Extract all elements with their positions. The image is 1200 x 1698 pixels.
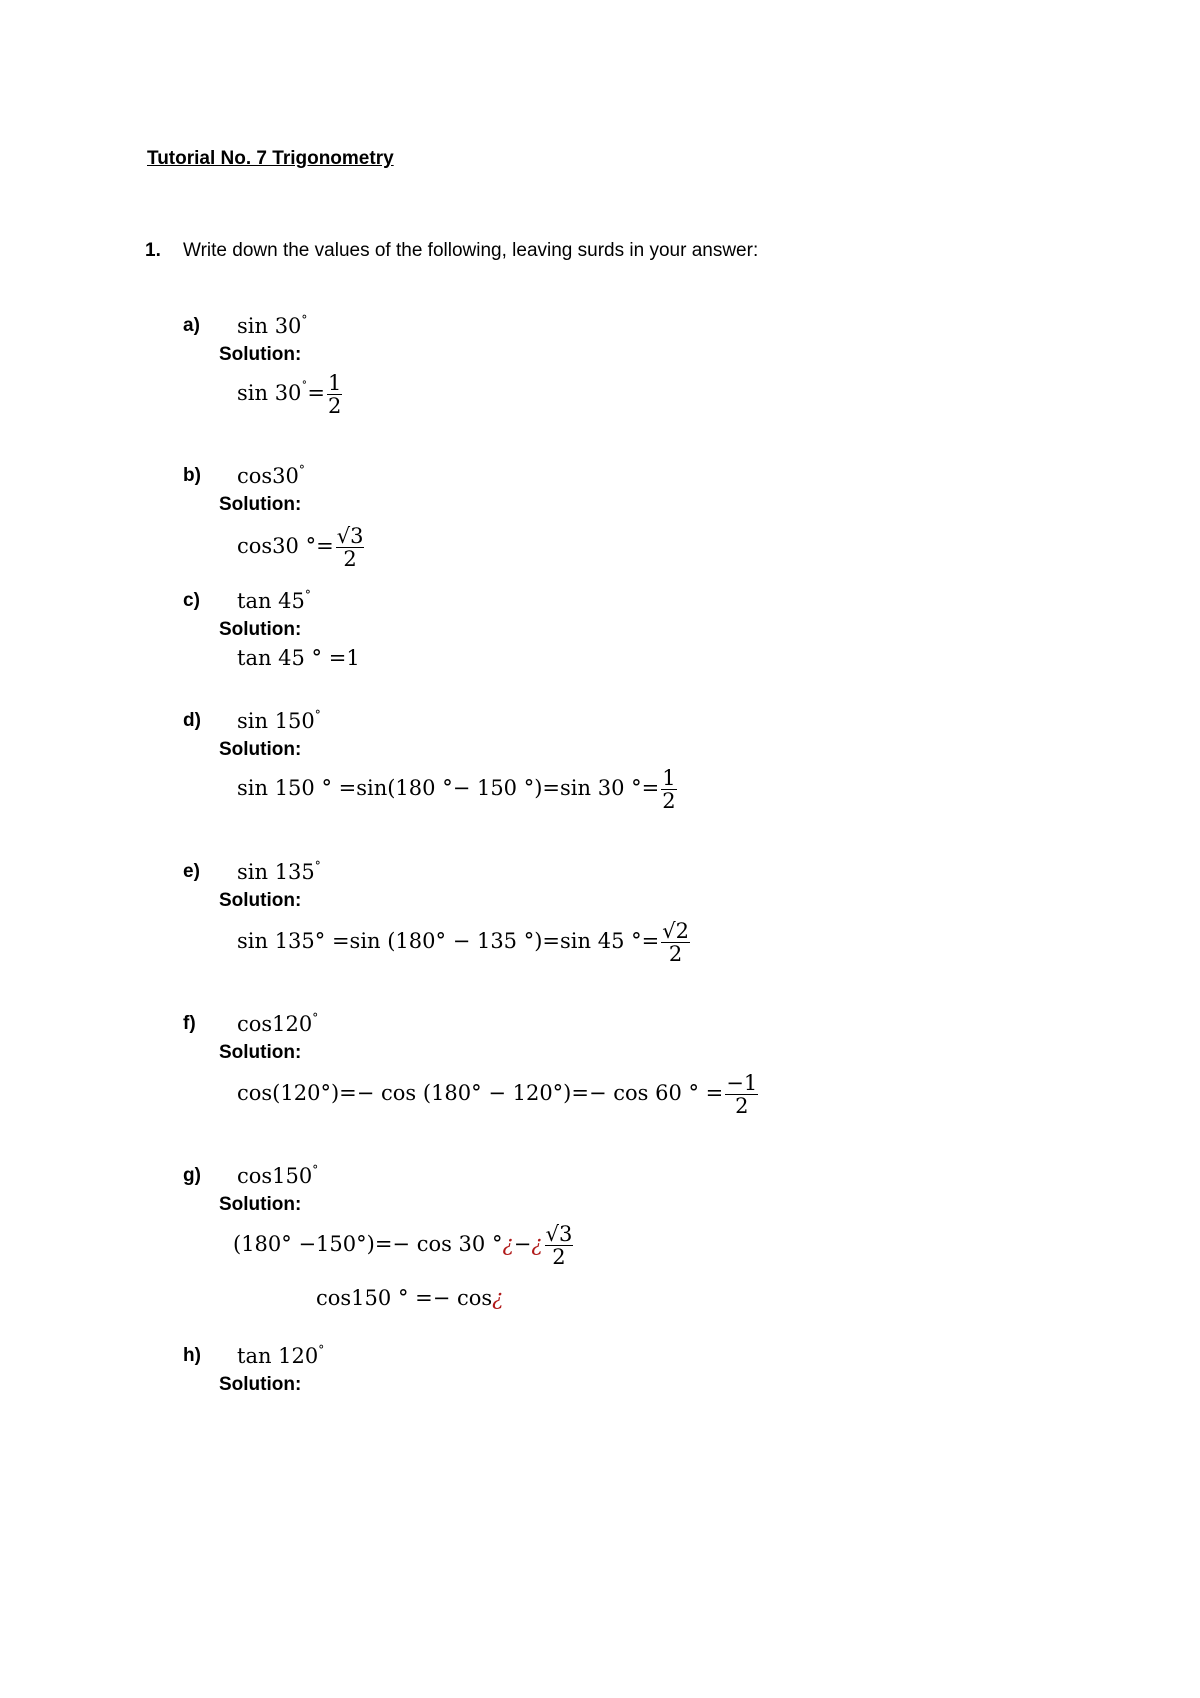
unresolved-symbol: ¿: [492, 1286, 504, 1310]
part-d-expression: sin 150°: [237, 708, 321, 733]
question-text: Write down the values of the following, leaving surds in your answer:: [183, 240, 759, 261]
part-g-answer-line-1: (180° −150°)=− cos 30 °¿−¿ $\frac{√3}{2}$: [233, 1222, 573, 1269]
part-g-expression: cos150°: [237, 1163, 319, 1188]
part-h-expression: tan 120°: [237, 1343, 325, 1368]
fraction: $\frac{1}{2}$: [662, 766, 676, 813]
part-c-solution-label: Solution:: [219, 619, 302, 640]
part-c-answer: tan 45 ° =1: [237, 646, 360, 670]
part-b-answer: cos30 °= $\frac{√3}{2}$: [237, 524, 364, 571]
unresolved-symbol: ¿: [531, 1232, 543, 1256]
fraction: $\frac{√3}{2}$: [545, 1222, 573, 1269]
document-title: Tutorial No. 7 Trigonometry: [147, 148, 394, 169]
part-d-label: d): [183, 710, 201, 731]
part-e-answer: sin 135° =sin (180° − 135 °)=sin 45 °= $\frac{√2}{2}$: [237, 919, 689, 966]
part-d-solution-label: Solution:: [219, 739, 302, 760]
part-a-expression: sin 30°: [237, 313, 308, 338]
part-a-label: a): [183, 315, 200, 336]
fraction: $\frac{√2}{2}$: [662, 919, 689, 966]
part-h-label: h): [183, 1345, 201, 1366]
part-f-label: f): [183, 1013, 196, 1034]
part-d-answer: sin 150 ° =sin(180 °− 150 °)=sin 30 °= $\frac{1}{2}$: [237, 766, 676, 813]
unresolved-symbol: ¿: [502, 1232, 514, 1256]
part-a-solution-label: Solution:: [219, 344, 302, 365]
part-g-answer-line-2: cos150 ° =− cos¿: [316, 1286, 504, 1310]
part-g-solution-label: Solution:: [219, 1194, 302, 1215]
part-c-label: c): [183, 590, 200, 611]
part-c-expression: tan 45°: [237, 588, 311, 613]
part-h-solution-label: Solution:: [219, 1374, 302, 1395]
part-b-label: b): [183, 465, 201, 486]
fraction: $\frac{√3}{2}$: [336, 524, 364, 571]
question-number: 1.: [145, 240, 161, 261]
fraction: $\frac{-1}{2}$: [726, 1071, 758, 1118]
part-b-expression: cos30°: [237, 463, 305, 488]
part-f-solution-label: Solution:: [219, 1042, 302, 1063]
part-e-expression: sin 135°: [237, 859, 321, 884]
part-f-answer: cos(120°)=− cos (180° − 120°)=− cos 60 ° = $\frac{-1}{2}$: [237, 1071, 758, 1118]
fraction: $\frac{1}{2}$: [328, 371, 342, 418]
part-e-label: e): [183, 861, 200, 882]
part-e-solution-label: Solution:: [219, 890, 302, 911]
part-g-label: g): [183, 1165, 201, 1186]
part-f-expression: cos120°: [237, 1011, 319, 1036]
part-a-answer: sin 30˚= $\frac{1}{2}$: [237, 371, 342, 418]
part-b-solution-label: Solution:: [219, 494, 302, 515]
